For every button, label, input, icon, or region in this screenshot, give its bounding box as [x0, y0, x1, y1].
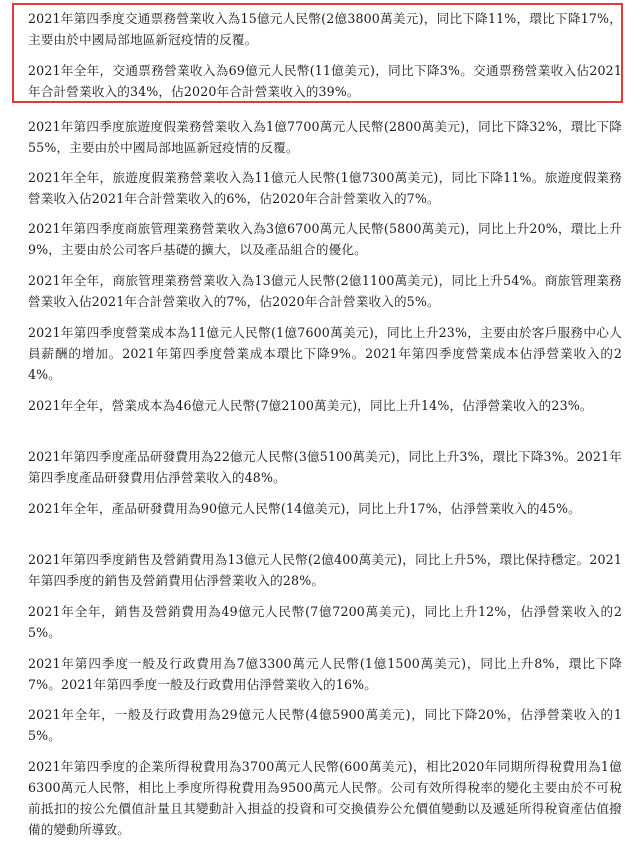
paragraph-q4-g-and-a: 2021年第四季度一般及行政費用為7億3300萬元人民幣(1億1500萬美元)，同比上升8%，環比下降7%。2021年第四季度一般及行政費用佔淨營業收入的16%。	[28, 656, 622, 692]
paragraph-q4-cost-of-revenue: 2021年第四季度營業成本為11億元人民幣(1億7600萬美元)，同比上升23%，主要由於客戶服務中心人員薪酬的增加。2021年第四季度營業成本環比下降9%。2021年第四季度營業成本佔淨營業收入的24%。	[28, 325, 622, 382]
paragraph-fy-sales-marketing: 2021年全年，銷售及營銷費用為49億元人民幣(7億7200萬美元)，同比上升12%，佔淨營業收入的25%。	[28, 604, 622, 640]
paragraph-fy-product-dev: 2021年全年，產品研發費用為90億元人民幣(14億美元)，同比上升17%，佔淨營業收入的45%。	[28, 501, 581, 516]
paragraph-q4-income-tax: 2021年第四季度的企業所得稅費用為3700萬元人民幣(600萬美元)，相比2020年同期所得稅費用為1億6300萬元人民幣，相比上季度所得稅費用為9500萬元人民幣。公司有效所得稅率的變化主要由於不可稅前抵扣的按公允價值計量且其變動計入損益的投資和可交換債券公允價值變動以及遞延所得稅資產估值撥備的變動所導致。	[28, 759, 622, 837]
paragraph-fy-cost-of-revenue: 2021年全年，營業成本為46億元人民幣(7億2100萬美元)，同比上升14%，佔淨營業收入的23%。	[28, 398, 593, 413]
paragraph-q4-packaged-tours: 2021年第四季度旅遊度假業務營業收入為1億7700萬元人民幣(2800萬美元)，同比下降32%，環比下降55%，主要由於中國局部地區新冠疫情的反覆。	[28, 119, 622, 155]
paragraph-q4-sales-marketing: 2021年第四季度銷售及營銷費用為13億元人民幣(2億400萬美元)，同比上升5%，環比保持穩定。2021年第四季度的銷售及營銷費用佔淨營業收入的28%。	[28, 552, 622, 588]
paragraph-fy-g-and-a: 2021年全年，一般及行政費用為29億元人民幣(4億5900萬美元)，同比下降20%，佔淨營業收入的15%。	[28, 707, 622, 743]
paragraph-q4-corporate-travel: 2021年第四季度商旅管理業務營業收入為3億6700萬元人民幣(5800萬美元)，同比上升20%，環比上升9%，主要由於公司客戶基礎的擴大，以及產品組合的優化。	[28, 221, 622, 257]
paragraph-fy-corporate-travel: 2021年全年，商旅管理業務營業收入為13億元人民幣(2億1100萬美元)，同比上升54%。商旅管理業務營業收入佔2021年合計營業收入的7%，佔2020年合計營業收入的5%。	[28, 273, 622, 309]
paragraph-fy-ticketing: 2021年全年，交通票務營業收入為69億元人民幣(11億美元)，同比下降3%。交通票務營業收入佔2021年合計營業收入的34%，佔2020年合計營業收入的39%。	[28, 63, 622, 99]
paragraph-fy-packaged-tours: 2021年全年，旅遊度假業務營業收入為11億元人民幣(1億7300萬美元)，同比下降11%。旅遊度假業務營業收入佔2021年合計營業收入的6%，佔2020年合計營業收入的7%。	[28, 170, 622, 206]
paragraph-q4-product-dev: 2021年第四季度產品研發費用為22億元人民幣(3億5100萬美元)，同比上升3%，環比下降3%。2021年第四季度產品研發費用佔淨營業收入的48%。	[28, 449, 622, 485]
paragraph-q4-ticketing: 2021年第四季度交通票務營業收入為15億元人民幣(2億3800萬美元)，同比下降11%，環比下降17%，主要由於中國局部地區新冠疫情的反覆。	[28, 11, 622, 47]
